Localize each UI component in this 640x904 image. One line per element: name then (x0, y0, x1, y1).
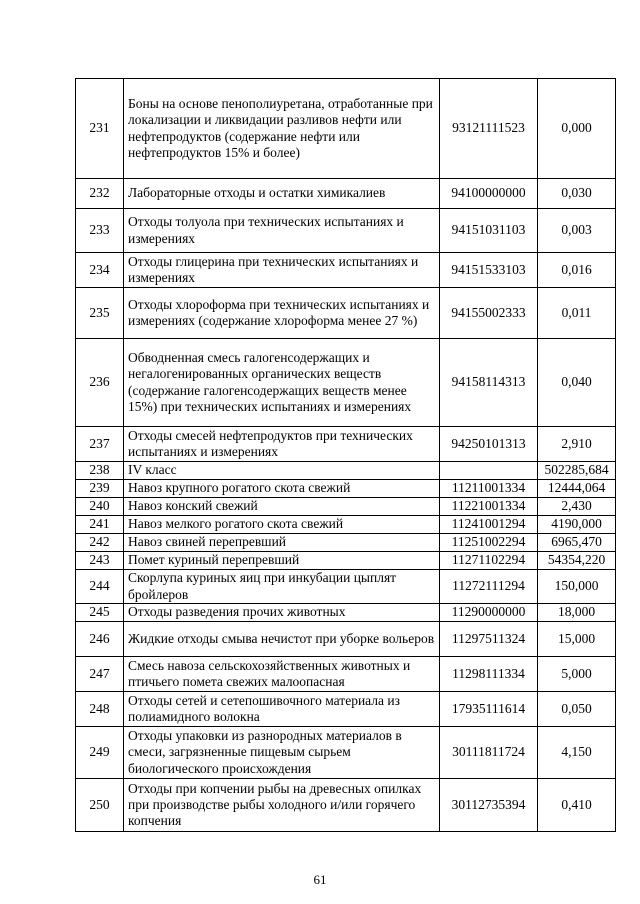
waste-code: 30112735394 (440, 779, 538, 832)
waste-code (440, 462, 538, 480)
waste-amount: 0,050 (538, 692, 616, 727)
waste-amount: 0,040 (538, 339, 616, 427)
table-row (76, 498, 616, 516)
waste-name: Скорлупа куриных яиц при инкубации цыплят бройлеров (124, 570, 440, 604)
row-number: 234 (76, 253, 124, 288)
waste-code: 11241001294 (440, 516, 538, 534)
waste-amount: 12444,064 (538, 480, 616, 498)
waste-amount: 18,000 (538, 604, 616, 622)
waste-code: 17935111614 (440, 692, 538, 727)
waste-name: Отходы упаковки из разнородных материалов в смеси, загрязненные пищевым сырьем биологического происхождения (124, 727, 440, 779)
waste-table (75, 78, 616, 832)
row-number: 243 (76, 552, 124, 570)
waste-amount: 0,000 (538, 79, 616, 179)
waste-name: Отходы смесей нефтепродуктов при технических испытаниях и измерениях (124, 427, 440, 462)
row-number: 245 (76, 604, 124, 622)
row-number: 246 (76, 622, 124, 657)
waste-amount: 0,011 (538, 288, 616, 339)
table-row (76, 427, 616, 462)
table-row (76, 462, 616, 480)
row-number: 235 (76, 288, 124, 339)
waste-name: Отходы хлороформа при технических испытаниях и измерениях (содержание хлороформа менее 27 %) (124, 288, 440, 339)
waste-name: Навоз свиней перепревший (124, 534, 440, 552)
waste-amount: 54354,220 (538, 552, 616, 570)
waste-name: Обводненная смесь галогенсодержащих и негалогенированных органических веществ (содержание галогенсодержащих веществ менее 15%) при технических испытаниях и измерениях (124, 339, 440, 427)
row-number: 233 (76, 209, 124, 253)
table-row (76, 516, 616, 534)
waste-amount: 4,150 (538, 727, 616, 779)
waste-code: 30111811724 (440, 727, 538, 779)
table-row (76, 622, 616, 657)
waste-code: 93121111523 (440, 79, 538, 179)
waste-name: Навоз мелкого рогатого скота свежий (124, 516, 440, 534)
waste-class-total: 502285,684 (538, 462, 616, 480)
table-row (76, 179, 616, 209)
table-row (76, 253, 616, 288)
table-row (76, 79, 616, 179)
table-row (76, 288, 616, 339)
waste-name: Смесь навоза сельскохозяйственных животных и птичьего помета свежих малоопасная (124, 657, 440, 692)
waste-name: Отходы толуола при технических испытаниях и измерениях (124, 209, 440, 253)
row-number: 236 (76, 339, 124, 427)
waste-name: Жидкие отходы смыва нечистот при уборке вольеров (124, 622, 440, 657)
row-number: 250 (76, 779, 124, 832)
waste-name: Отходы при копчении рыбы на древесных опилках при производстве рыбы холодного и/или горячего копчения (124, 779, 440, 832)
waste-amount: 5,000 (538, 657, 616, 692)
waste-code: 94151031103 (440, 209, 538, 253)
waste-name: Навоз крупного рогатого скота свежий (124, 480, 440, 498)
row-number: 248 (76, 692, 124, 727)
waste-name: Навоз конский свежий (124, 498, 440, 516)
table-row (76, 657, 616, 692)
waste-code: 94155002333 (440, 288, 538, 339)
waste-name: Боны на основе пенополиуретана, отработанные при локализации и ликвидации разливов нефти или нефтепродуктов (содержание нефти или нефтепродуктов 15% и более) (124, 79, 440, 179)
table-row (76, 480, 616, 498)
waste-amount: 150,000 (538, 570, 616, 604)
row-number: 239 (76, 480, 124, 498)
waste-code: 11298111334 (440, 657, 538, 692)
row-number: 237 (76, 427, 124, 462)
table-row (76, 604, 616, 622)
waste-amount: 4190,000 (538, 516, 616, 534)
waste-code: 94158114313 (440, 339, 538, 427)
table-row (76, 552, 616, 570)
waste-amount: 2,430 (538, 498, 616, 516)
waste-amount: 15,000 (538, 622, 616, 657)
table-row (76, 534, 616, 552)
waste-code: 11272111294 (440, 570, 538, 604)
table-row (76, 779, 616, 832)
row-number: 249 (76, 727, 124, 779)
row-number: 242 (76, 534, 124, 552)
table-row (76, 570, 616, 604)
waste-code: 11211001334 (440, 480, 538, 498)
waste-code: 94250101313 (440, 427, 538, 462)
waste-code: 94151533103 (440, 253, 538, 288)
waste-code: 11271102294 (440, 552, 538, 570)
waste-amount: 2,910 (538, 427, 616, 462)
table-row (76, 692, 616, 727)
waste-code: 11297511324 (440, 622, 538, 657)
waste-amount: 0,016 (538, 253, 616, 288)
waste-name: Отходы сетей и сетепошивочного материала из полиамидного волокна (124, 692, 440, 727)
waste-code: 11290000000 (440, 604, 538, 622)
table-row (76, 727, 616, 779)
row-number: 247 (76, 657, 124, 692)
row-number: 231 (76, 79, 124, 179)
table-row (76, 339, 616, 427)
waste-amount: 0,030 (538, 179, 616, 209)
page-number: 61 (313, 872, 327, 887)
waste-name: Лабораторные отходы и остатки химикалиев (124, 179, 440, 209)
waste-code: 11251002294 (440, 534, 538, 552)
waste-amount: 6965,470 (538, 534, 616, 552)
waste-amount: 0,410 (538, 779, 616, 832)
waste-class-heading: IV класс (124, 462, 440, 480)
row-number: 232 (76, 179, 124, 209)
waste-code: 94100000000 (440, 179, 538, 209)
table-row (76, 209, 616, 253)
waste-name: Отходы разведения прочих животных (124, 604, 440, 622)
row-number: 244 (76, 570, 124, 604)
waste-name: Помет куриный перепревший (124, 552, 440, 570)
row-number: 241 (76, 516, 124, 534)
waste-name: Отходы глицерина при технических испытаниях и измерениях (124, 253, 440, 288)
row-number: 238 (76, 462, 124, 480)
row-number: 240 (76, 498, 124, 516)
waste-amount: 0,003 (538, 209, 616, 253)
waste-code: 11221001334 (440, 498, 538, 516)
